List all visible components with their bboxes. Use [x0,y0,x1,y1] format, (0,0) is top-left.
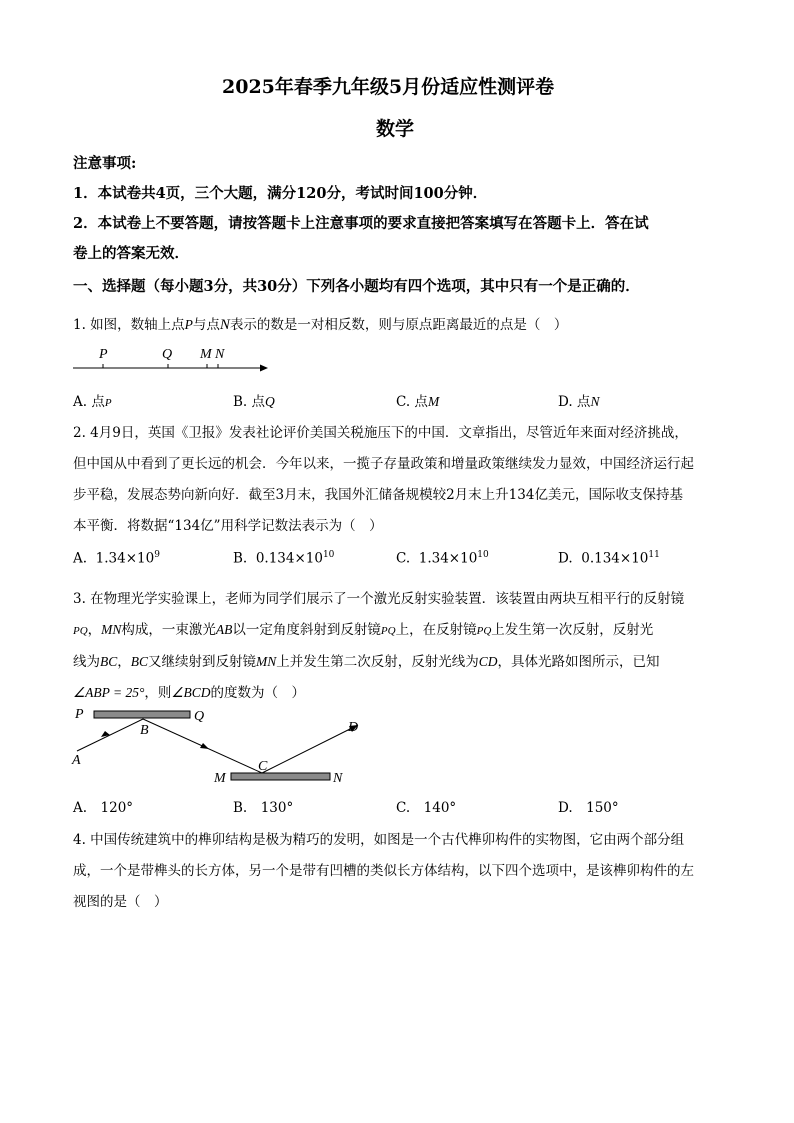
q2-option-a: A. $1.34\times 10^9$ [73,550,160,567]
page-title: 2025年春季九年级5月份适应性测评卷 [222,76,555,98]
mirror-pq [94,711,190,718]
ray-cd [262,725,358,773]
q3-line-4: ∠ABP = 25°，则∠BCD的度数为（ ） [73,685,305,701]
q3-option-a: A. 120° [73,800,134,816]
notice-item-2-line-1: 2．本试卷上不要答题，请按答题卡上注意事项的要求直接把答案填写在答题卡上．答在试 [73,215,649,232]
q4-line-3: 视图的是（ ） [73,894,168,910]
q2-line-3: 步平稳，发展态势向新向好．截至3月末，我国外汇储备规模较2月末上升134亿美元，国际收支保持基 [73,487,683,503]
label-b: B [140,723,149,738]
label-a: A [72,753,81,768]
axis-arrow-icon [260,365,268,372]
q2-option-c: C. $1.34\times 10^{10}$ [396,550,489,567]
q3-line-2: PQ，MN构成，一束激光AB以一定角度斜射到反射镜PQ上，在反射镜PQ上发生第一次反射，反射光 [73,622,654,638]
label-d: D [348,720,359,735]
q2-line-1: 2. 4月9日，英国《卫报》发表社论评价美国关税施压下的中国．文章指出，尽管近年来面对经济挑战， [73,425,688,441]
q3-option-d: D. 150° [558,800,619,816]
q1-option-c: C. 点M [396,394,440,410]
label-n: N [215,347,225,362]
reflection-figure [68,702,368,794]
label-q: Q [194,709,205,724]
label-p: P [99,347,108,362]
q2-line-2: 但中国从中看到了更长远的机会．今年以来，一揽子存量政策和增量政策继续发力显效，中国经济运行起 [73,456,694,472]
notice-item-1: 1．本试卷共4页，三个大题，满分120分，考试时间100分钟． [73,185,488,202]
notice-heading: 注意事项: [73,155,137,172]
q2-option-b: B. $0.134\times 10^{10}$ [233,550,335,567]
mirror-mn [231,773,330,780]
section-heading: 一、选择题（每小题3分，共30分）下列各小题均有四个选项，其中只有一个是正确的． [73,278,640,295]
q1-option-d: D. 点N [558,394,600,410]
label-m: M [214,771,226,786]
q3-line-3: 线为BC，BC又继续射到反射镜MN上并发生第二次反射，反射光线为CD，具体光路如图所示，已知 [73,654,660,670]
label-c: C [258,759,268,774]
label-m: M [200,347,212,362]
q4-line-2: 成，一个是带榫头的长方体，另一个是带有凹槽的类似长方体结构，以下四个选项中，是该榫卯构件的左 [73,863,694,879]
label-q: Q [162,347,173,362]
q2-option-d: D. $0.134\times 10^{11}$ [558,550,660,567]
notice-item-2-line-2: 卷上的答案无效． [73,245,189,262]
q3-line-1: 3. 在物理光学实验课上，老师为同学们展示了一个激光反射实验装置．该装置由两块互相平行的反射镜 [73,591,685,607]
subject-title: 数学 [376,118,415,140]
q4-line-1: 4. 中国传统建筑中的榫卯结构是极为精巧的发明，如图是一个古代榫卯构件的实物图，它由两个部分组 [73,832,685,848]
q1-option-b: B. 点Q [233,394,275,410]
q3-option-b: B. 130° [233,800,294,816]
number-line-figure [70,342,280,376]
q3-option-c: C. 140° [396,800,457,816]
q2-line-4: 本平衡．将数据“134亿”用科学记数法表示为（ ） [73,518,383,534]
label-p: P [75,707,84,722]
label-n: N [333,771,343,786]
q1-option-a: A. 点P [73,394,112,410]
q1-stem: 1. 如图，数轴上点P与点N表示的数是一对相反数，则与原点距离最近的点是（ ） [73,317,568,333]
arrow-bc-icon [200,743,209,749]
